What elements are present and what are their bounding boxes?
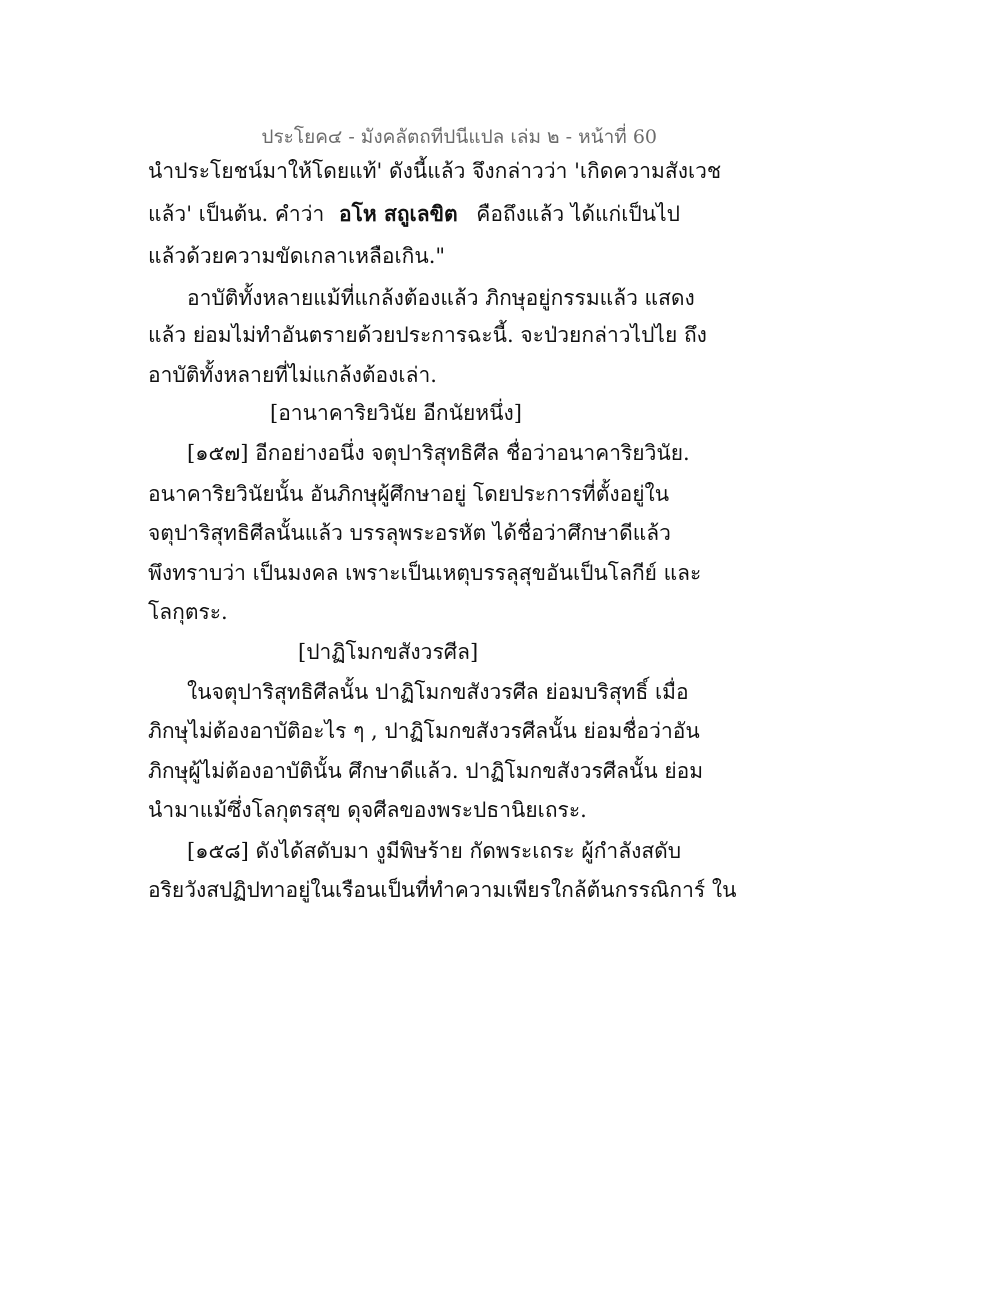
text-line-2 (148, 199, 680, 229)
text-line-4: อาบัติทั้งหลายแม้ที่แกล้งต้องแล้ว ภิกษุอยู่กรรมแล้ว แสดง (187, 286, 695, 310)
section-heading-1: [อานาคาริยวินัย อีกนัยหนึ่ง] (270, 401, 522, 425)
text-line-9: จตุปาริสุทธิศีลนั้นแล้ว บรรลุพระอรหัต ได้ชื่อว่าศึกษาดีแล้ว (148, 521, 671, 545)
page-header: ประโยค๔ - มังคลัตถทีปนีแปล เล่ม ๒ - หน้าที่ 60 (261, 126, 657, 148)
text-line-8: อนาคาริยวินัยนั้น อันภิกษุผู้ศึกษาอยู่ โดยประการที่ตั้งอยู่ใน (148, 482, 670, 506)
text-line-13: ภิกษุไม่ต้องอาบัติอะไร ๆ , ปาฏิโมกขสังวรศีลนั้น ย่อมชื่อว่าอัน (148, 719, 700, 743)
text-line-1: นำประโยชน์มาให้โดยแท้' ดังนี้แล้ว จึงกล่าวว่า 'เกิดความสังเวช (148, 159, 722, 183)
text-line-15: นำมาแม้ซึ่งโลกุตรสุข ดุจศีลของพระปธานิยเถระ. (148, 798, 587, 822)
text-line-11: โลกุตระ. (148, 600, 228, 624)
text-line-2-start: แล้ว' เป็นต้น. คำว่า (148, 202, 325, 226)
text-line-3: แล้วด้วยความขัดเกลาเหลือเกิน." (148, 244, 446, 268)
text-line-12: ในจตุปาริสุทธิศีลนั้น ปาฏิโมกขสังวรศีล ย่อมบริสุทธิ์ เมื่อ (187, 680, 689, 704)
text-line-5: แล้ว ย่อมไม่ทำอันตรายด้วยประการฉะนี้. จะป่วยกล่าวไปไย ถึง (148, 323, 707, 347)
pali-term-bold: อโห สถูเลขิต (338, 201, 458, 226)
text-line-16: [๑๕๘] ดังได้สดับมา งูมีพิษร้าย กัดพระเถระ ผู้กำลังสดับ (187, 839, 682, 863)
section-heading-2: [ปาฏิโมกขสังวรศีล] (298, 640, 479, 664)
text-line-10: พึงทราบว่า เป็นมงคล เพราะเป็นเหตุบรรลุสุขอันเป็นโลกีย์ และ (148, 561, 702, 585)
text-line-6: อาบัติทั้งหลายที่ไม่แกล้งต้องเล่า. (148, 363, 437, 387)
text-line-2-end: คือถึงแล้ว ได้แก่เป็นไป (476, 202, 680, 226)
text-line-14: ภิกษุผู้ไม่ต้องอาบัตินั้น ศึกษาดีแล้ว. ปาฏิโมกขสังวรศีลนั้น ย่อม (148, 759, 704, 783)
text-line-17: อริยวังสปฏิปทาอยู่ในเรือนเป็นที่ทำความเพียรใกล้ต้นกรรณิการ์ ใน (148, 878, 737, 902)
text-line-7: [๑๕๗] อีกอย่างอนึ่ง จตุปาริสุทธิศีล ชื่อว่าอนาคาริยวินัย. (187, 441, 690, 465)
